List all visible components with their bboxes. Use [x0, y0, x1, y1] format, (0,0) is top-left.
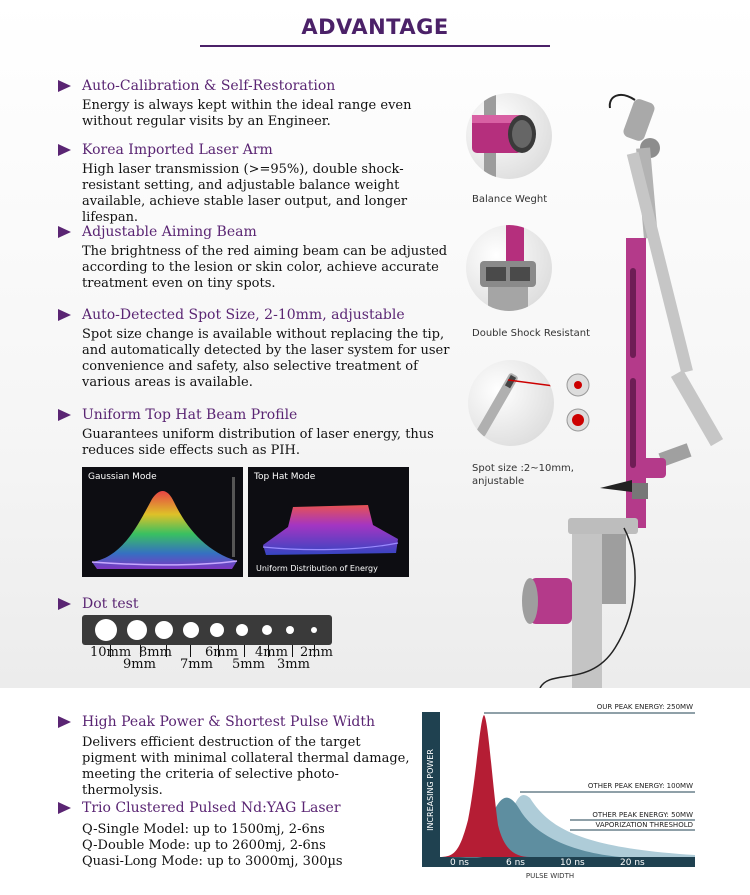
feature-title: Adjustable Aiming Beam [82, 224, 257, 240]
feature-dot-test [58, 595, 458, 613]
x-axis-label: PULSE WIDTH [525, 872, 575, 880]
tophat-mode-graphic [248, 467, 409, 577]
annotation-other-50: OTHER PEAK ENERGY: 50MW [592, 811, 693, 819]
spot-caption-line2: anjustable [472, 476, 525, 487]
feature-body: Spot size change is available without replacing the tip, and automatically detected by the laser system for user convenience and safety, also selective treatment of various areas is available. [82, 327, 450, 390]
feature-top-hat [58, 406, 458, 459]
feature-trio-laser [58, 799, 418, 870]
feature-aiming-beam [58, 223, 458, 292]
dot-label: 7mm [180, 657, 213, 672]
tophat-plot-image [248, 467, 409, 577]
spot-caption-line1: Spot size :2~10mm, [472, 463, 574, 474]
y-axis-label: INCREASING POWER [426, 749, 435, 831]
tick-line [190, 645, 191, 657]
pulse-width-chart [420, 700, 695, 885]
dot-label: 10mm [90, 645, 132, 660]
dot-7mm [183, 622, 199, 638]
feature-body: Guarantees uniform distribution of laser energy, thus reduces side effects such as PIH. [82, 427, 434, 458]
dot-label: 3mm [277, 657, 310, 672]
dot-test-bar [82, 615, 332, 645]
x-tick-label: 6 ns [506, 858, 525, 868]
bullet-arrow-icon [58, 409, 71, 421]
feature-title: Korea Imported Laser Arm [82, 142, 273, 158]
bullet-arrow-icon [58, 598, 71, 610]
dot-8mm [155, 621, 173, 639]
feature-title: Dot test [82, 596, 139, 612]
annotation-other-100: OTHER PEAK ENERGY: 100MW [587, 782, 693, 790]
title-underline [200, 45, 550, 47]
dot-label: 6mm [205, 645, 238, 660]
gaussian-plot-image [82, 467, 243, 577]
dot-3mm [286, 626, 294, 634]
feature-laser-arm [58, 141, 458, 226]
mode-line: Q-Double Mode: up to 2600mj, 2-6ns [82, 838, 326, 853]
gaussian-label: Gaussian Mode [88, 472, 157, 482]
feature-title: Auto-Detected Spot Size, 2-10mm, adjustable [82, 307, 405, 323]
feature-body: Delivers efficient destruction of the target pigment with minimal collateral thermal damage, meeting the criteria of selective photo-thermolysis. [82, 735, 410, 798]
bullet-arrow-icon [58, 309, 71, 321]
balance-weight-caption: Balance Weght [472, 194, 548, 205]
annotation-our-peak: OUR PEAK ENERGY: 250MW [596, 703, 693, 711]
feature-body: Energy is always kept within the ideal range even without regular visits by an Engineer. [82, 98, 412, 129]
bullet-arrow-icon [58, 144, 71, 156]
dot-label: 2mm [300, 645, 333, 660]
dot-4mm [262, 625, 272, 635]
feature-peak-power [58, 713, 418, 799]
dot-10mm [95, 619, 117, 641]
bullet-arrow-icon [58, 802, 71, 814]
feature-body: High laser transmission (>=95%), double shock-resistant setting, and adjustable balance weight available, achieve stable laser output, and longer lifespan. [82, 162, 408, 225]
feature-title: Auto-Calibration & Self-Restoration [82, 78, 336, 94]
x-tick-label: 20 ns [620, 858, 645, 868]
x-tick-label: 0 ns [450, 858, 469, 868]
dot-label: 5mm [232, 657, 265, 672]
dot-5mm [236, 624, 248, 636]
bullet-arrow-icon [58, 716, 71, 728]
dot-label: 8mm [139, 645, 172, 660]
feature-auto-calibration [58, 77, 458, 130]
tick-line [292, 645, 293, 657]
mode-line: Q-Single Model: up to 1500mj, 2-6ns [82, 822, 325, 837]
dot-9mm [127, 620, 147, 640]
page-title: ADVANTAGE [301, 15, 449, 39]
gaussian-mode-graphic [82, 467, 243, 577]
laser-arm-image [520, 88, 750, 688]
dot-label: 9mm [123, 657, 156, 672]
x-tick-label: 10 ns [560, 858, 585, 868]
mode-line: Quasi-Long Mode: up to 3000mj, 300µs [82, 854, 343, 869]
feature-title: Uniform Top Hat Beam Profile [82, 407, 298, 423]
feature-title: High Peak Power & Shortest Pulse Width [82, 714, 376, 730]
feature-title: Trio Clustered Pulsed Nd:YAG Laser [82, 800, 341, 816]
dot-6mm [210, 623, 224, 637]
shock-resistant-caption: Double Shock Resistant [472, 328, 591, 339]
tophat-label: Top Hat Mode [254, 472, 316, 482]
bullet-arrow-icon [58, 80, 71, 92]
dot-label: 4mm [255, 645, 288, 660]
feature-body: The brightness of the red aiming beam can be adjusted according to the lesion or skin color, achieve accurate treatment even on tiny spots. [82, 244, 448, 291]
bullet-arrow-icon [58, 226, 71, 238]
tophat-caption: Uniform Distribution of Energy [256, 564, 378, 573]
tick-line [244, 645, 245, 657]
feature-spot-size [58, 306, 458, 391]
dot-2mm [311, 627, 317, 633]
annotation-threshold: VAPORIZATION THRESHOLD [595, 821, 693, 829]
